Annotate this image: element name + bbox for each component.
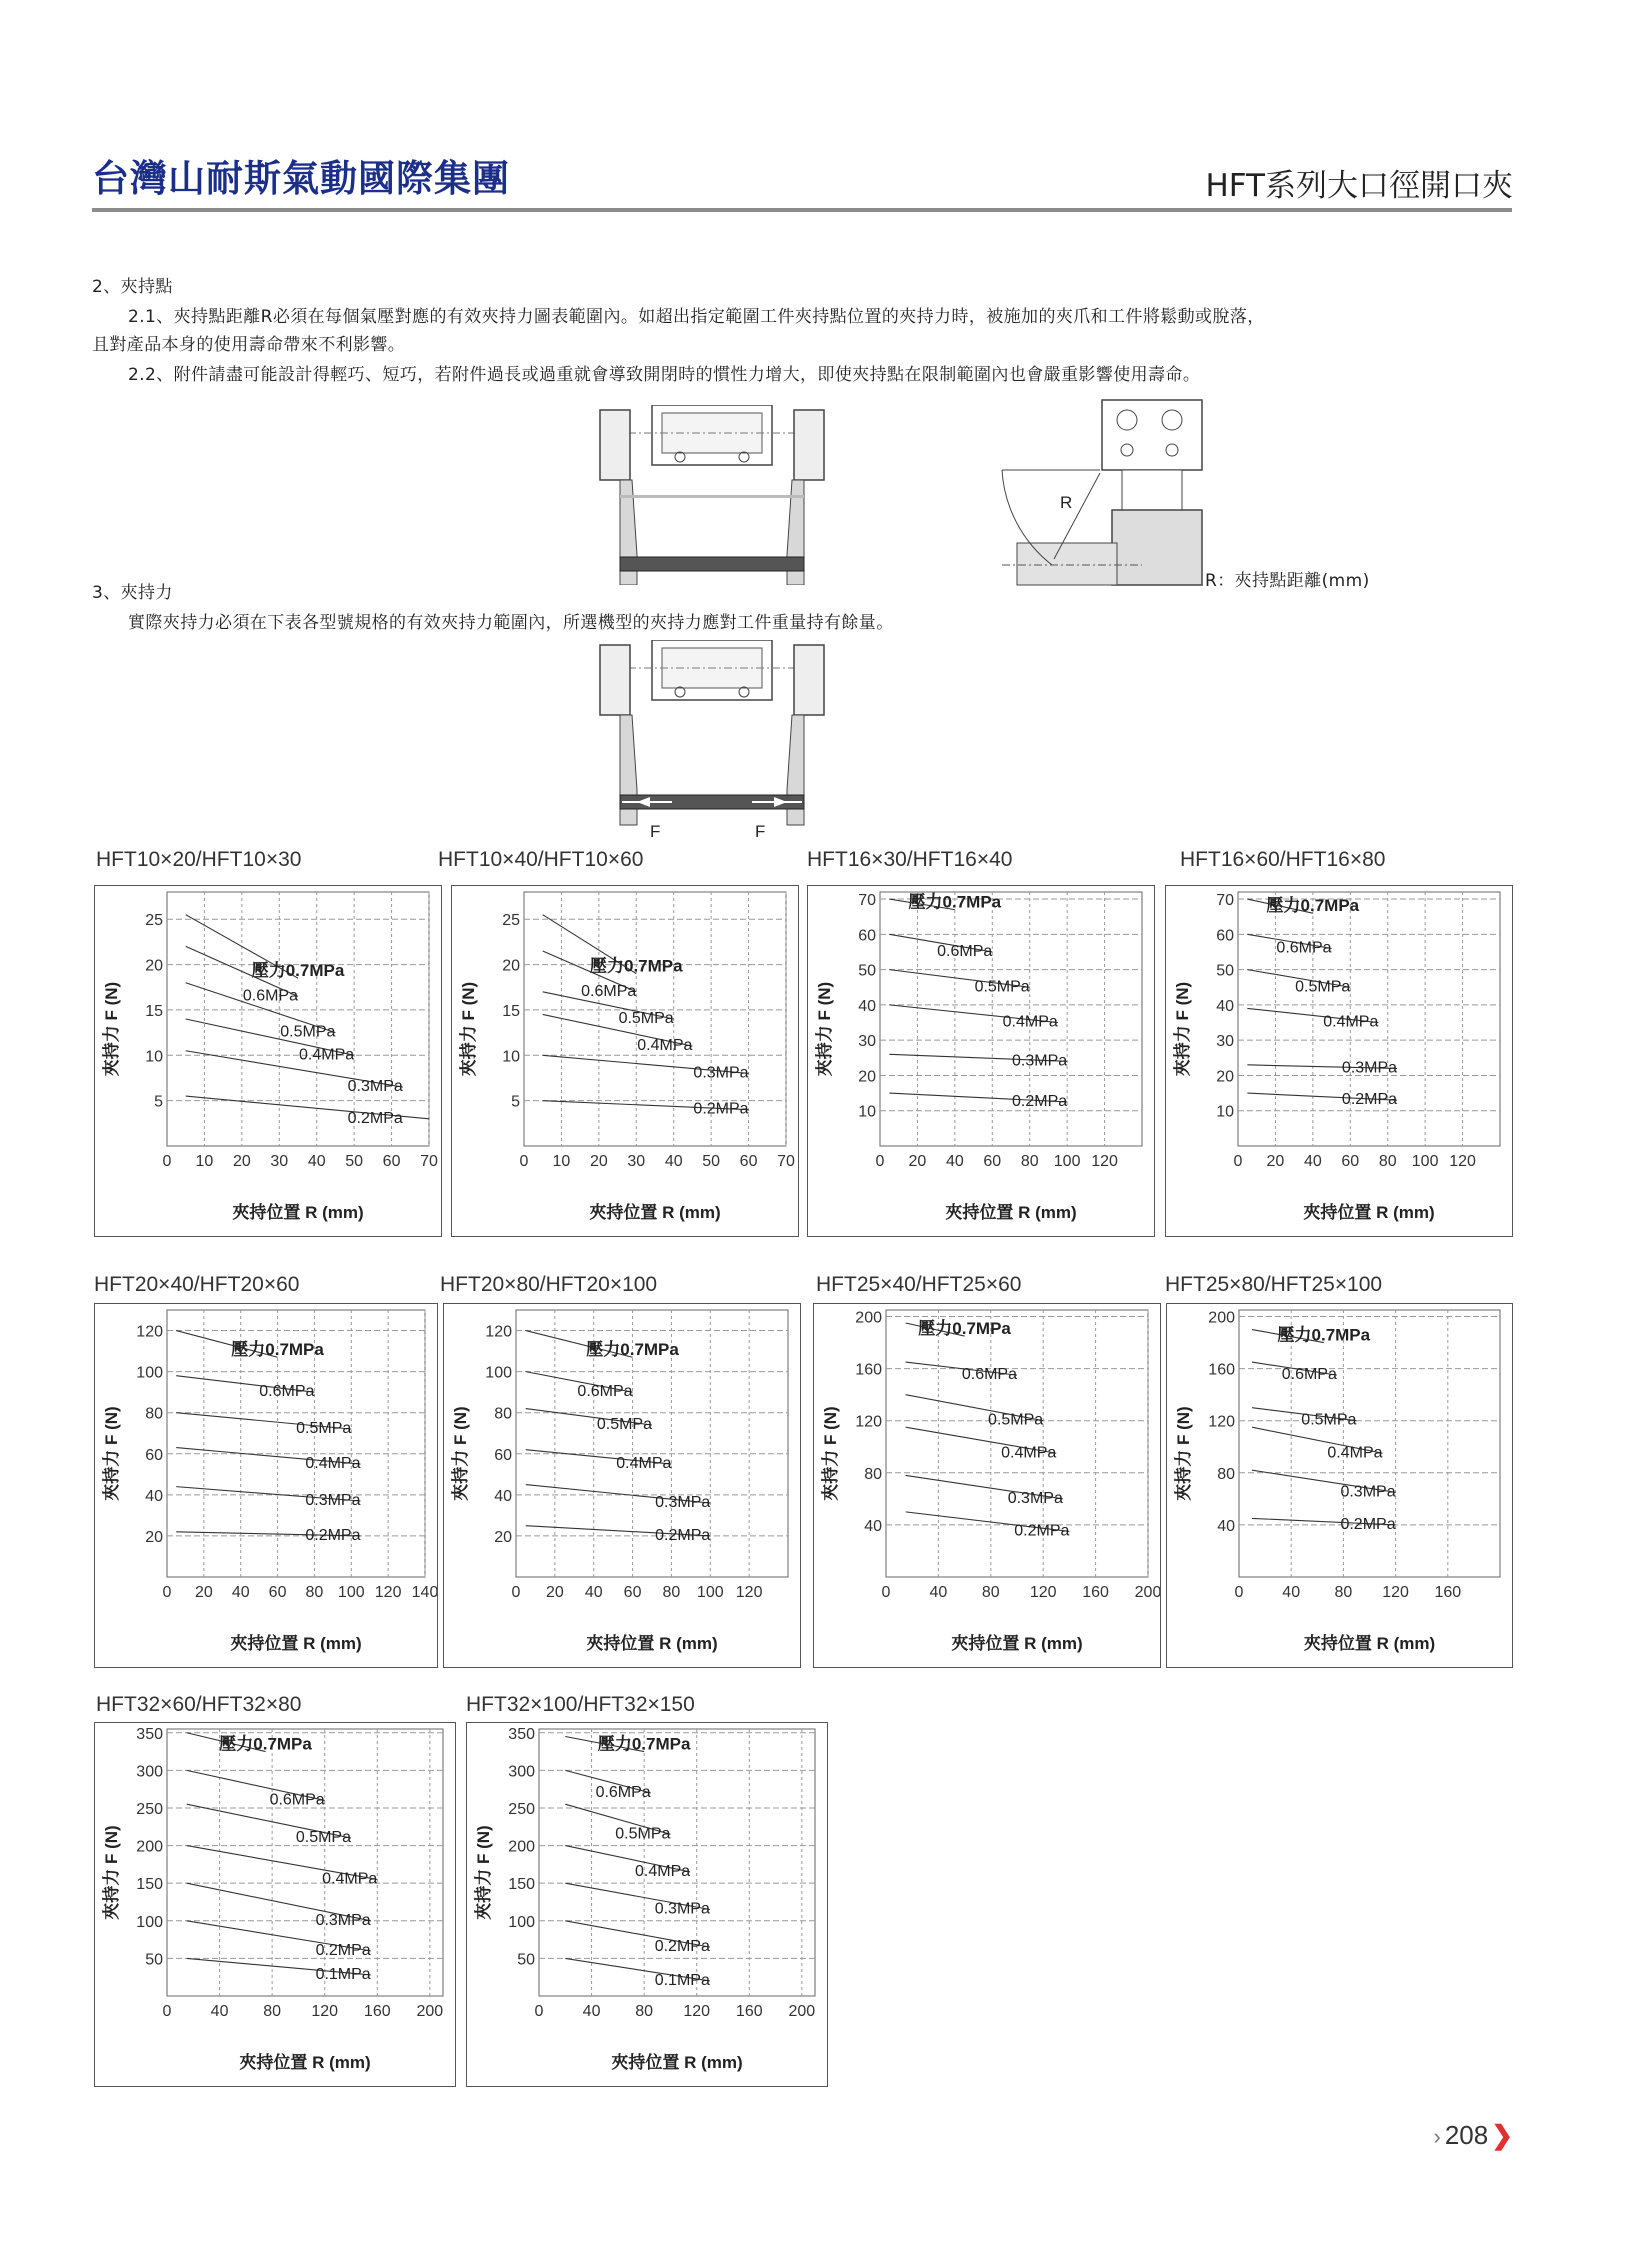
chart-svg (444, 1304, 800, 1667)
x-tick-label: 30 (627, 1153, 646, 1170)
x-tick-label: 0 (534, 2003, 544, 2020)
series-label: 0.2MPa (1341, 1091, 1398, 1109)
x-tick-label: 40 (307, 1153, 326, 1170)
chart-svg (467, 1723, 827, 2086)
x-tick-label: 160 (1434, 1584, 1462, 1601)
x-tick-label: 120 (735, 1584, 763, 1601)
y-tick-label: 100 (136, 1364, 163, 1382)
series-label: 0.6MPa (577, 1383, 633, 1401)
x-tick-label: 80 (1378, 1153, 1397, 1170)
series-label: 壓力0.7MPa (597, 1734, 691, 1754)
y-tick-label: 20 (494, 1528, 512, 1546)
series-label: 0.3MPa (1012, 1052, 1068, 1070)
page-number-text: 208 (1444, 2120, 1489, 2150)
series-label: 0.3MPa (315, 1911, 371, 1929)
series-label: 壓力0.7MPa (219, 1734, 312, 1754)
series-label: 0.3MPa (654, 1900, 710, 1918)
y-tick-label: 160 (855, 1361, 882, 1379)
y-tick-label: 10 (502, 1048, 520, 1066)
series-label: 0.5MPa (615, 1825, 671, 1843)
series-label: 0.6MPa (259, 1383, 315, 1401)
chart-title: HFT20×40/HFT20×60 (94, 1273, 300, 1296)
chart-3 (1165, 885, 1513, 1237)
x-tick-label: 100 (1053, 1153, 1081, 1170)
series-label: 0.2MPa (305, 1526, 361, 1544)
x-tick-label: 20 (232, 1153, 251, 1170)
y-tick-label: 10 (145, 1048, 163, 1066)
series-label: 壓力0.7MPa (586, 1340, 679, 1360)
series-label: 0.5MPa (974, 978, 1030, 996)
y-axis-label: 夾持力 F (N) (102, 1825, 121, 1920)
y-tick-label: 200 (1208, 1309, 1235, 1327)
y-tick-label: 15 (502, 1002, 520, 1020)
series-label: 0.6MPa (961, 1366, 1017, 1384)
y-tick-label: 60 (1216, 927, 1234, 945)
series-label: 0.3MPa (347, 1078, 403, 1096)
x-tick-label: 120 (1029, 1584, 1057, 1601)
x-tick-label: 120 (311, 2003, 339, 2020)
y-tick-label: 250 (508, 1800, 535, 1818)
x-axis-label: 夾持位置 R (mm) (232, 1203, 364, 1222)
chart-title: HFT25×80/HFT25×100 (1165, 1273, 1383, 1296)
x-tick-label: 0 (162, 1153, 172, 1170)
x-axis-label: 夾持位置 R (mm) (239, 2053, 371, 2072)
x-tick-label: 200 (1134, 1584, 1160, 1601)
y-tick-label: 50 (517, 1951, 535, 1969)
x-tick-label: 160 (363, 2003, 391, 2020)
series-label: 0.2MPa (1014, 1522, 1070, 1540)
series-label: 0.4MPa (1002, 1013, 1058, 1031)
x-axis-label: 夾持位置 R (mm) (951, 1634, 1083, 1653)
x-tick-label: 0 (1234, 1584, 1244, 1601)
series-label: 0.5MPa (280, 1023, 336, 1041)
x-tick-label: 160 (735, 2003, 763, 2020)
series-label: 壓力0.7MPa (589, 956, 683, 976)
series-label: 0.5MPa (1295, 978, 1351, 996)
force-labels (640, 815, 790, 845)
x-tick-label: 0 (1233, 1153, 1243, 1170)
y-tick-label: 25 (502, 912, 520, 930)
chart-4 (94, 1303, 438, 1668)
y-tick-label: 160 (1208, 1361, 1235, 1379)
y-tick-label: 100 (485, 1364, 512, 1382)
x-tick-label: 20 (545, 1584, 564, 1601)
x-tick-label: 140 (411, 1584, 437, 1601)
series-label: 壓力0.7MPa (251, 961, 345, 981)
x-tick-label: 0 (875, 1153, 885, 1170)
x-tick-label: 60 (623, 1584, 642, 1601)
chart-svg (1167, 1304, 1512, 1667)
red-arrow-icon: ❯ (1491, 2120, 1513, 2150)
x-tick-label: 80 (1334, 1584, 1353, 1601)
r-caption: R：夾持點距離(mm) (1205, 571, 1370, 591)
y-axis-label: 夾持力 F (N) (459, 981, 478, 1077)
x-tick-label: 60 (983, 1153, 1002, 1170)
y-tick-label: 50 (145, 1951, 163, 1969)
section2-title: 2、夾持點 (92, 277, 173, 297)
series-label: 0.2MPa (1340, 1515, 1396, 1533)
y-axis-label: 夾持力 F (N) (1174, 1406, 1193, 1501)
x-tick-label: 40 (945, 1153, 964, 1170)
x-tick-label: 80 (263, 2003, 282, 2020)
x-tick-label: 20 (1266, 1153, 1285, 1170)
y-tick-label: 50 (1216, 962, 1234, 980)
y-tick-label: 120 (1208, 1413, 1235, 1431)
x-axis-label: 夾持位置 R (mm) (586, 1634, 718, 1653)
y-tick-label: 50 (858, 962, 876, 980)
gripper-diagram-open (592, 405, 832, 585)
x-tick-label: 50 (702, 1153, 721, 1170)
y-tick-label: 20 (502, 957, 520, 975)
y-axis-label: 夾持力 F (N) (815, 981, 834, 1077)
y-axis-label: 夾持力 F (N) (102, 1406, 121, 1501)
series-label: 0.6MPa (269, 1791, 325, 1809)
x-tick-label: 60 (739, 1153, 758, 1170)
x-axis-label: 夾持位置 R (mm) (1303, 1203, 1435, 1222)
series-label: 0.2MPa (693, 1100, 749, 1118)
series-label: 0.5MPa (988, 1411, 1044, 1429)
y-tick-label: 80 (145, 1405, 163, 1423)
y-tick-label: 40 (145, 1487, 163, 1505)
chart-svg (814, 1304, 1160, 1667)
chart-svg (95, 1304, 437, 1667)
series-label: 0.5MPa (596, 1416, 652, 1434)
x-tick-label: 0 (519, 1153, 529, 1170)
chart-svg (1166, 886, 1512, 1236)
x-tick-label: 80 (635, 2003, 654, 2020)
y-tick-label: 150 (136, 1876, 163, 1894)
series-label: 0.5MPa (618, 1010, 674, 1027)
y-tick-label: 40 (858, 997, 876, 1015)
series-label: 0.4MPa (1327, 1444, 1383, 1462)
x-axis-label: 夾持位置 R (mm) (589, 1203, 721, 1222)
x-tick-label: 80 (305, 1584, 324, 1601)
x-tick-label: 10 (195, 1153, 214, 1170)
chart-5 (443, 1303, 801, 1668)
series-label: 0.2MPa (315, 1941, 371, 1959)
series-label: 0.4MPa (322, 1870, 378, 1888)
x-tick-label: 70 (777, 1153, 795, 1170)
x-tick-label: 160 (1082, 1584, 1109, 1601)
series-label: 0.6MPa (581, 982, 637, 1000)
y-tick-label: 200 (136, 1838, 163, 1856)
y-tick-label: 20 (858, 1068, 876, 1086)
chart-title: HFT32×100/HFT32×150 (466, 1693, 695, 1716)
y-tick-label: 80 (1217, 1465, 1235, 1483)
chart-0 (94, 885, 442, 1237)
y-tick-label: 250 (136, 1800, 163, 1818)
x-tick-label: 0 (162, 2003, 172, 2020)
y-tick-label: 30 (858, 1033, 876, 1051)
x-tick-label: 0 (881, 1584, 891, 1601)
series-label: 0.6MPa (1276, 939, 1332, 957)
series-label: 0.4MPa (616, 1455, 672, 1473)
x-tick-label: 0 (511, 1584, 521, 1601)
x-tick-label: 200 (416, 2003, 444, 2020)
series-label: 0.5MPa (296, 1420, 352, 1438)
x-tick-label: 80 (1020, 1153, 1039, 1170)
series-label: 0.4MPa (637, 1037, 693, 1055)
y-axis-label: 夾持力 F (N) (821, 1406, 840, 1501)
x-tick-label: 120 (1091, 1153, 1118, 1170)
series-label: 0.6MPa (937, 942, 993, 960)
x-axis-label: 夾持位置 R (mm) (611, 2053, 743, 2072)
series-label: 壓力0.7MPa (1277, 1325, 1371, 1345)
y-tick-label: 60 (145, 1446, 163, 1464)
series-label: 0.5MPa (1301, 1411, 1357, 1429)
x-axis-label: 夾持位置 R (mm) (1303, 1634, 1436, 1653)
series-label: 0.4MPa (299, 1046, 355, 1064)
x-tick-label: 120 (683, 2003, 711, 2020)
x-tick-label: 20 (589, 1153, 608, 1170)
series-label: 壓力0.7MPa (231, 1340, 324, 1360)
chart-6 (813, 1303, 1161, 1668)
plot-area (167, 892, 429, 1146)
y-tick-label: 70 (1216, 892, 1234, 910)
x-tick-label: 120 (1449, 1153, 1476, 1170)
grip-point-diagram (982, 395, 1222, 595)
series-label: 0.3MPa (693, 1064, 749, 1082)
series-label: 壓力0.7MPa (918, 1319, 1011, 1339)
y-tick-label: 350 (508, 1725, 535, 1743)
series-label: 0.2MPa (655, 1526, 711, 1544)
y-tick-label: 150 (508, 1876, 535, 1894)
y-tick-label: 100 (508, 1913, 535, 1931)
x-tick-label: 100 (1411, 1153, 1439, 1170)
y-tick-label: 40 (864, 1517, 882, 1535)
y-tick-label: 5 (154, 1093, 163, 1111)
chart-svg (95, 1723, 455, 2086)
x-tick-label: 40 (664, 1153, 683, 1170)
x-tick-label: 40 (582, 2003, 601, 2020)
chart-title: HFT25×40/HFT25×60 (816, 1273, 1022, 1296)
chart-1 (451, 885, 799, 1237)
y-tick-label: 100 (136, 1913, 163, 1931)
y-tick-label: 30 (1216, 1033, 1234, 1051)
x-tick-label: 40 (231, 1584, 250, 1601)
x-tick-label: 30 (270, 1153, 289, 1170)
x-tick-label: 20 (908, 1153, 927, 1170)
section3-title: 3、夾持力 (92, 583, 173, 603)
series-title: HFT系列大口徑開口夾 (1205, 168, 1513, 204)
y-tick-label: 70 (858, 892, 876, 910)
svg-text:F: F (650, 822, 661, 841)
y-tick-label: 40 (494, 1487, 512, 1505)
series-label: 0.1MPa (315, 1965, 371, 1983)
y-tick-label: 80 (864, 1465, 882, 1483)
chart-svg (808, 886, 1154, 1236)
chart-8 (94, 1722, 456, 2087)
x-tick-label: 100 (696, 1584, 724, 1601)
section2-paragraph1-line1: 2.1、夾持點距離R必須在每個氣壓對應的有效夾持力圖表範圍內。如超出指定範圍工件夾持點位置的夾持力時，被施加的夾爪和工件將鬆動或脫落， (128, 307, 1265, 327)
gripper-diagram-force (592, 640, 832, 840)
series-label: 壓力0.7MPa (908, 892, 1002, 912)
x-tick-label: 40 (584, 1584, 603, 1601)
y-tick-label: 40 (1217, 1517, 1235, 1535)
series-label: 0.2MPa (1012, 1092, 1068, 1110)
y-tick-label: 10 (858, 1103, 876, 1121)
y-axis-label: 夾持力 F (N) (102, 981, 121, 1077)
series-label: 0.3MPa (655, 1494, 711, 1512)
chart-title: HFT16×30/HFT16×40 (807, 848, 1013, 871)
series-label: 0.3MPa (305, 1492, 361, 1510)
chart-title: HFT16×60/HFT16×80 (1180, 848, 1386, 871)
r-label (1052, 488, 1082, 518)
y-tick-label: 20 (145, 1528, 163, 1546)
series-label: 0.2MPa (347, 1109, 403, 1127)
x-tick-label: 70 (420, 1153, 438, 1170)
chevron-right-icon: › (1433, 2124, 1441, 2149)
x-tick-label: 200 (788, 2003, 816, 2020)
chart-9 (466, 1722, 828, 2087)
y-axis-label: 夾持力 F (N) (474, 1825, 493, 1920)
x-tick-label: 10 (552, 1153, 571, 1170)
x-tick-label: 50 (345, 1153, 364, 1170)
x-tick-label: 60 (382, 1153, 401, 1170)
y-tick-label: 40 (1216, 997, 1234, 1015)
series-label: 0.6MPa (1281, 1366, 1337, 1384)
svg-text:F: F (755, 822, 766, 841)
series-label: 0.2MPa (654, 1938, 710, 1956)
y-tick-label: 60 (494, 1446, 512, 1464)
section2-paragraph2: 2.2、附件請盡可能設計得輕巧、短巧，若附件過長或過重就會導致開閉時的慣性力增大，即使夾持點在限制範圍內也會嚴重影響使用壽命。 (128, 365, 1201, 385)
x-tick-label: 100 (337, 1584, 365, 1601)
y-tick-label: 120 (136, 1323, 163, 1341)
series-label: 0.4MPa (1001, 1444, 1057, 1462)
series-label: 壓力0.7MPa (1266, 896, 1360, 916)
x-tick-label: 60 (268, 1584, 287, 1601)
series-label: 0.4MPa (635, 1862, 691, 1880)
plot-area (167, 1729, 443, 1996)
y-tick-label: 200 (508, 1838, 535, 1856)
chart-title: HFT20×80/HFT20×100 (440, 1273, 658, 1296)
chart-7 (1166, 1303, 1513, 1668)
x-axis-label: 夾持位置 R (mm) (230, 1634, 362, 1653)
y-tick-label: 300 (136, 1763, 163, 1781)
svg-text:R: R (1060, 493, 1073, 512)
y-tick-label: 10 (1216, 1103, 1234, 1121)
series-label: 0.4MPa (305, 1455, 361, 1473)
series-label: 0.6MPa (595, 1783, 651, 1801)
x-tick-label: 40 (1282, 1584, 1301, 1601)
y-axis-label: 夾持力 F (N) (451, 1406, 470, 1501)
y-axis-label: 夾持力 F (N) (1173, 981, 1192, 1077)
y-tick-label: 20 (1216, 1068, 1234, 1086)
series-label: 0.5MPa (295, 1829, 351, 1847)
x-tick-label: 40 (210, 2003, 229, 2020)
x-tick-label: 40 (1303, 1153, 1322, 1170)
series-label: 0.3MPa (1340, 1483, 1396, 1501)
section2-paragraph1-line2: 且對產品本身的使用壽命帶來不利影響。 (92, 335, 406, 355)
chart-title: HFT10×40/HFT10×60 (438, 848, 644, 871)
x-tick-label: 0 (162, 1584, 172, 1601)
series-label: 0.3MPa (1007, 1489, 1063, 1507)
chart-title: HFT10×20/HFT10×30 (96, 848, 302, 871)
y-tick-label: 60 (858, 927, 876, 945)
x-tick-label: 40 (929, 1584, 948, 1601)
y-tick-label: 5 (511, 1093, 520, 1111)
page-number (1433, 2120, 1513, 2151)
y-tick-label: 200 (855, 1309, 882, 1327)
y-tick-label: 350 (136, 1725, 163, 1743)
series-label: 0.6MPa (242, 987, 298, 1005)
company-title: 台灣山耐斯氣動國際集團 (92, 157, 510, 200)
y-tick-label: 300 (508, 1763, 535, 1781)
x-tick-label: 120 (1382, 1584, 1409, 1601)
x-tick-label: 120 (374, 1584, 402, 1601)
x-axis-label: 夾持位置 R (mm) (945, 1203, 1077, 1222)
y-tick-label: 120 (855, 1413, 882, 1431)
series-label: 0.1MPa (654, 1971, 710, 1989)
x-tick-label: 20 (194, 1584, 213, 1601)
series-label: 0.4MPa (1323, 1013, 1379, 1031)
section3-paragraph: 實際夾持力必須在下表各型號規格的有效夾持力範圍內，所選機型的夾持力應對工件重量持有餘量。 (128, 613, 894, 633)
chart-title: HFT32×60/HFT32×80 (96, 1693, 302, 1716)
y-tick-label: 80 (494, 1405, 512, 1423)
x-tick-label: 80 (981, 1584, 1000, 1601)
y-tick-label: 15 (145, 1002, 163, 1020)
y-tick-label: 20 (145, 957, 163, 975)
header-rule (92, 208, 1512, 212)
x-tick-label: 80 (662, 1584, 681, 1601)
chart-svg (452, 886, 798, 1236)
y-tick-label: 120 (485, 1323, 512, 1341)
chart-2 (807, 885, 1155, 1237)
chart-svg (95, 886, 441, 1236)
series-label: 0.3MPa (1341, 1059, 1398, 1077)
y-tick-label: 25 (145, 912, 163, 930)
x-tick-label: 60 (1341, 1153, 1360, 1170)
